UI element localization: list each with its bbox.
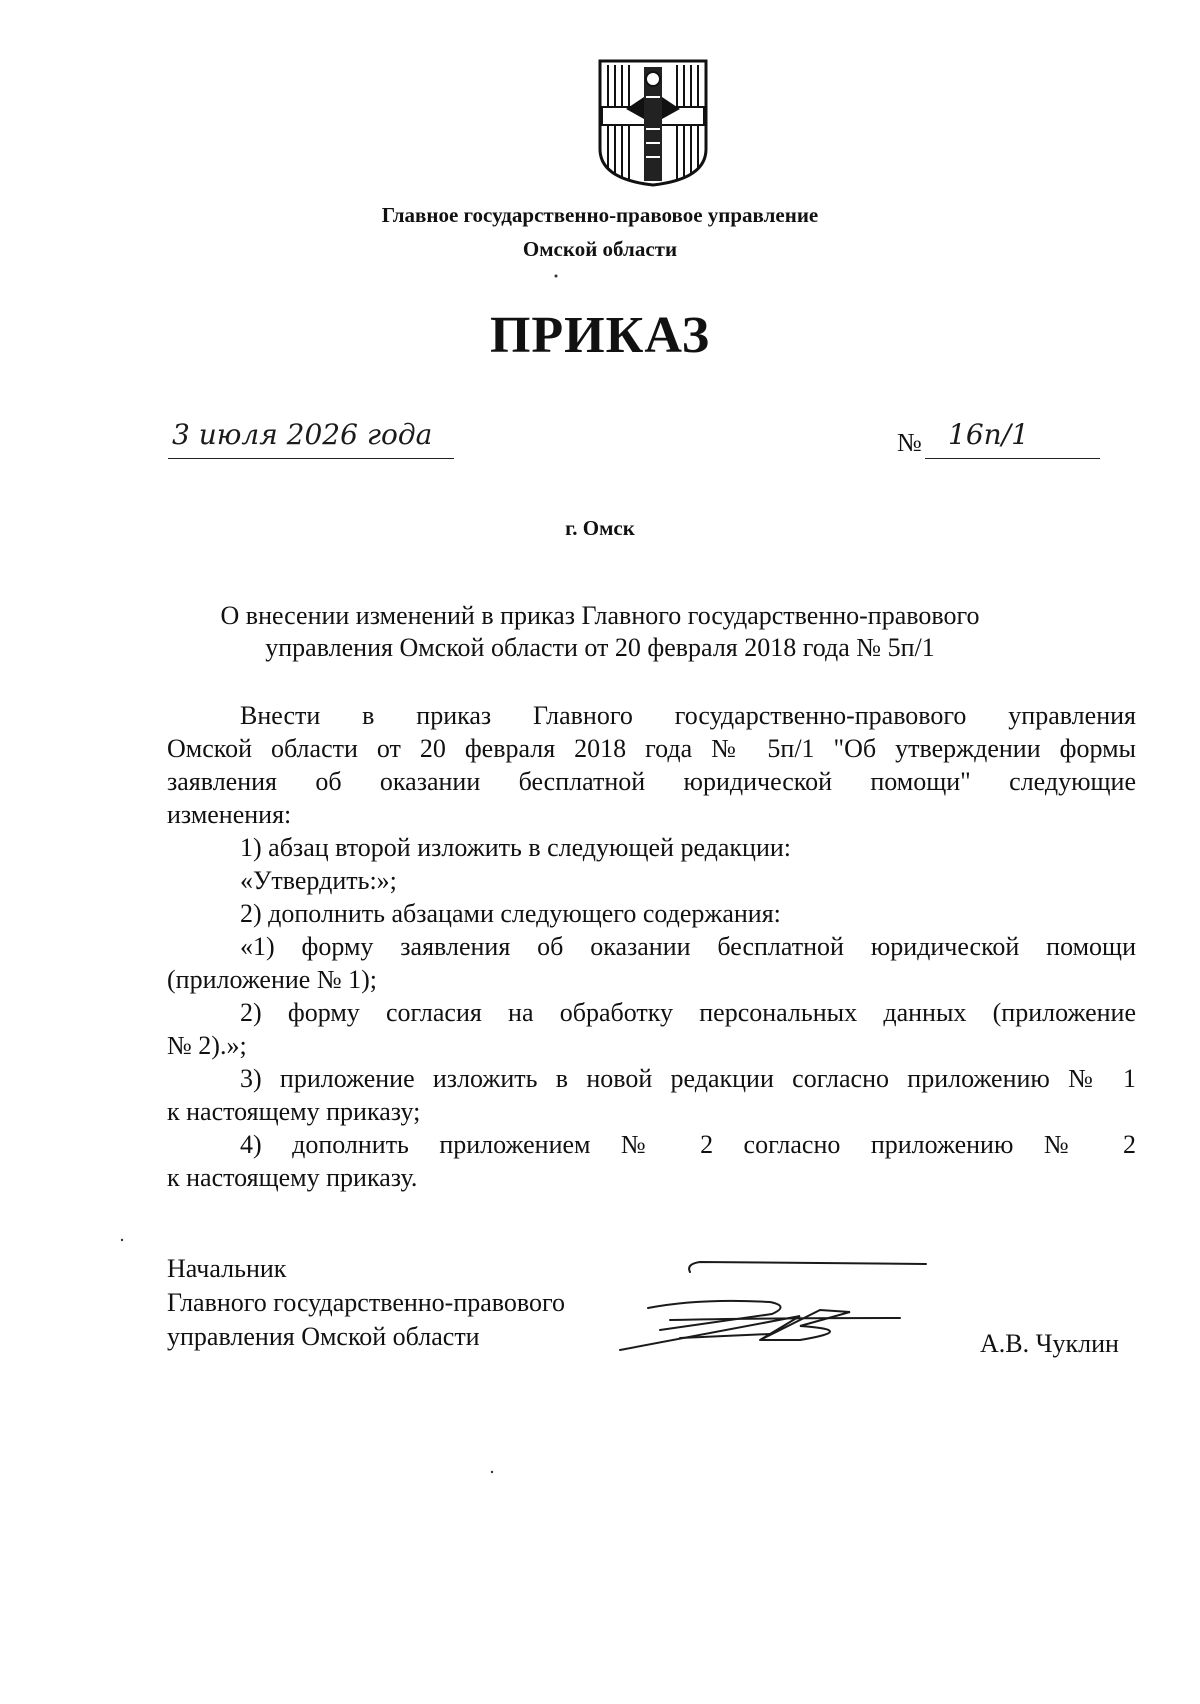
signatory-position-line3: управления Омской области	[167, 1322, 480, 1351]
body-line: 3) приложение изложить в новой редакции согласно приложению № 1	[240, 1064, 1136, 1093]
body-line: № 2).»;	[167, 1031, 247, 1060]
coat-of-arms-emblem	[596, 57, 710, 189]
body-line: Внести в приказ Главного государственно-правового управления	[240, 701, 1136, 730]
body-line: заявления об оказании бесплатной юридической помощи" следующие	[167, 767, 1136, 796]
number-label: №	[897, 428, 922, 457]
subject-line1: О внесении изменений в приказ Главного государственно-правового	[220, 601, 980, 630]
handwritten-date: 3 июля 2026 года	[172, 418, 433, 451]
body-line: Омской области от 20 февраля 2018 года № 5п/1 "Об утверждении формы	[167, 734, 1136, 763]
body-line: (приложение № 1);	[167, 965, 378, 994]
date-underline	[168, 458, 454, 459]
body-line: «1) форму заявления об оказании бесплатной юридической помощи	[240, 932, 1136, 961]
body-line: 2) дополнить абзацами следующего содержания:	[240, 899, 781, 928]
signatory-name: А.В. Чуклин	[980, 1329, 1119, 1358]
body-line: к настоящему приказу;	[167, 1097, 421, 1126]
document-title: ПРИКАЗ	[489, 307, 711, 364]
subject-line2: управления Омской области от 20 февраля 2018 года № 5п/1	[265, 633, 935, 662]
handwritten-number: 16п/1	[948, 418, 1029, 451]
city-line: г. Омск	[565, 516, 635, 540]
number-underline	[925, 458, 1100, 459]
signatory-position-line1: Начальник	[167, 1254, 287, 1283]
body-line: 4) дополнить приложением № 2 согласно приложению № 2	[240, 1130, 1136, 1159]
body-line: 2) форму согласия на обработку персональных данных (приложение	[240, 998, 1136, 1027]
org-name-line1: Главное государственно-правовое управление	[381, 203, 819, 227]
body-line: «Утвердить:»;	[240, 866, 397, 895]
body-line: к настоящему приказу.	[167, 1163, 418, 1192]
body-line: изменения:	[167, 800, 292, 829]
body-line: 1) абзац второй изложить в следующей редакции:	[240, 833, 792, 862]
signatory-position-line2: Главного государственно-правового	[167, 1288, 566, 1317]
org-name-line2: Омской области	[522, 237, 678, 261]
